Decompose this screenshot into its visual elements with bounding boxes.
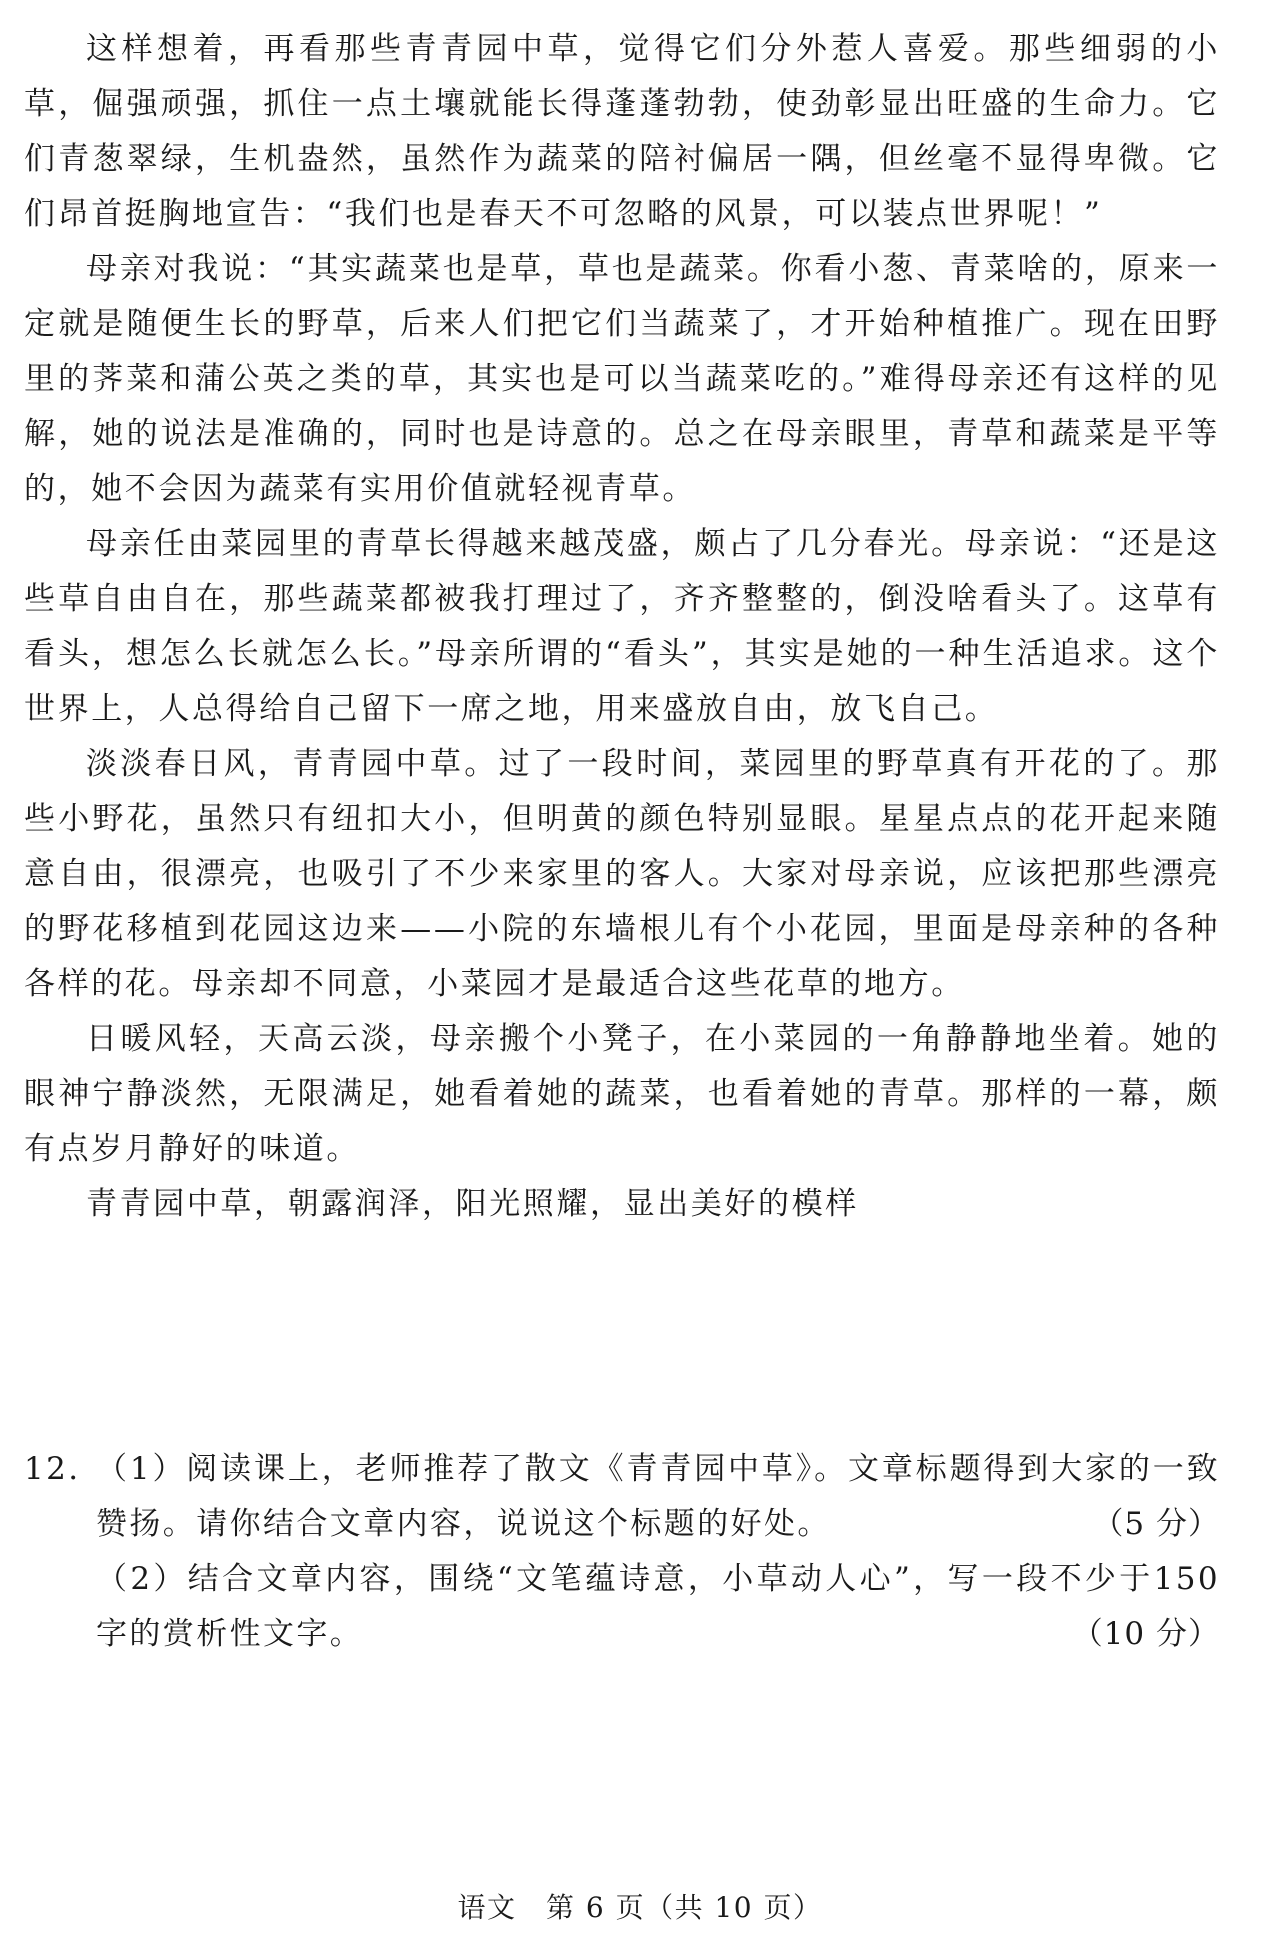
question-part-2-text: （2）结合文章内容，围绕“文笔蕴诗意，小草动人心”，写一段不少于150 字的赏析性文字。 [96,1561,1220,1652]
question-12 [24,1442,1220,1662]
question-number: 12. [24,1451,81,1487]
question-part-2-points: （10 分） [1071,1616,1220,1652]
article-paragraph-4: 淡淡春日风，青青园中草。过了一段时间，菜园里的野草真有开花的了。那些小野花，虽然只有纽扣大小，但明黄的颜色特别显眼。星星点点的花开起来随意自由，很漂亮，也吸引了不少来家里的客人。大家对母亲说，应该把那些漂亮的野花移植到花园这边来——小院的东墙根儿有个小花园，里面是母亲种的各种各样的花。母亲却不同意，小菜园才是最适合这些花草的地方。 [24,746,1220,1002]
question-part-1-text: （1）阅读课上，老师推荐了散文《青青园中草》。文章标题得到大家的一致赞扬。请你结合文章内容，说说这个标题的好处。 [96,1451,1220,1542]
question-12-part-2 [24,1552,1220,1662]
article-paragraph-1: 这样想着，再看那些青青园中草，觉得它们分外惹人喜爱。那些细弱的小草，倔强顽强，抓住一点土壤就能长得蓬蓬勃勃，使劲彰显出旺盛的生命力。它们青葱翠绿，生机盎然，虽然作为蔬菜的陪衬偏居一隅，但丝毫不显得卑微。它们昂首挺胸地宣告：“我们也是春天不可忽略的风景，可以装点世界呢！” [24,31,1220,232]
question-part-1-points: （5 分） [1092,1506,1220,1542]
article-paragraph-2: 母亲对我说：“其实蔬菜也是草，草也是蔬菜。你看小葱、青菜啥的，原来一定就是随便生长的野草，后来人们把它们当蔬菜了，才开始种植推广。现在田野里的荠菜和蒲公英之类的草，其实也是可以当蔬菜吃的。”难得母亲还有这样的见解，她的说法是准确的，同时也是诗意的。总之在母亲眼里，青草和蔬菜是平等的，她不会因为蔬菜有实用价值就轻视青草。 [24,251,1220,507]
question-12-part-1 [24,1442,1220,1552]
article-paragraph-6: 青青园中草，朝露润泽，阳光照耀，显出美好的模样 [86,1186,859,1222]
article-body [24,22,1220,1232]
article-paragraph-5: 日暖风轻，天高云淡，母亲搬个小凳子，在小菜园的一角静静地坐着。她的眼神宁静淡然，无限满足，她看着她的蔬菜，也看着她的青草。那样的一幕，颇有点岁月静好的味道。 [24,1021,1220,1167]
page-footer: 语文 第 6 页（共 10 页） [457,1891,823,1924]
article-paragraph-3: 母亲任由菜园里的青草长得越来越茂盛，颇占了几分春光。母亲说：“还是这些草自由自在，那些蔬菜都被我打理过了，齐齐整整的，倒没啥看头了。这草有看头，想怎么长就怎么长。”母亲所谓的“看头”，其实是她的一种生活追求。这个世界上，人总得给自己留下一席之地，用来盛放自由，放飞自己。 [24,526,1220,727]
